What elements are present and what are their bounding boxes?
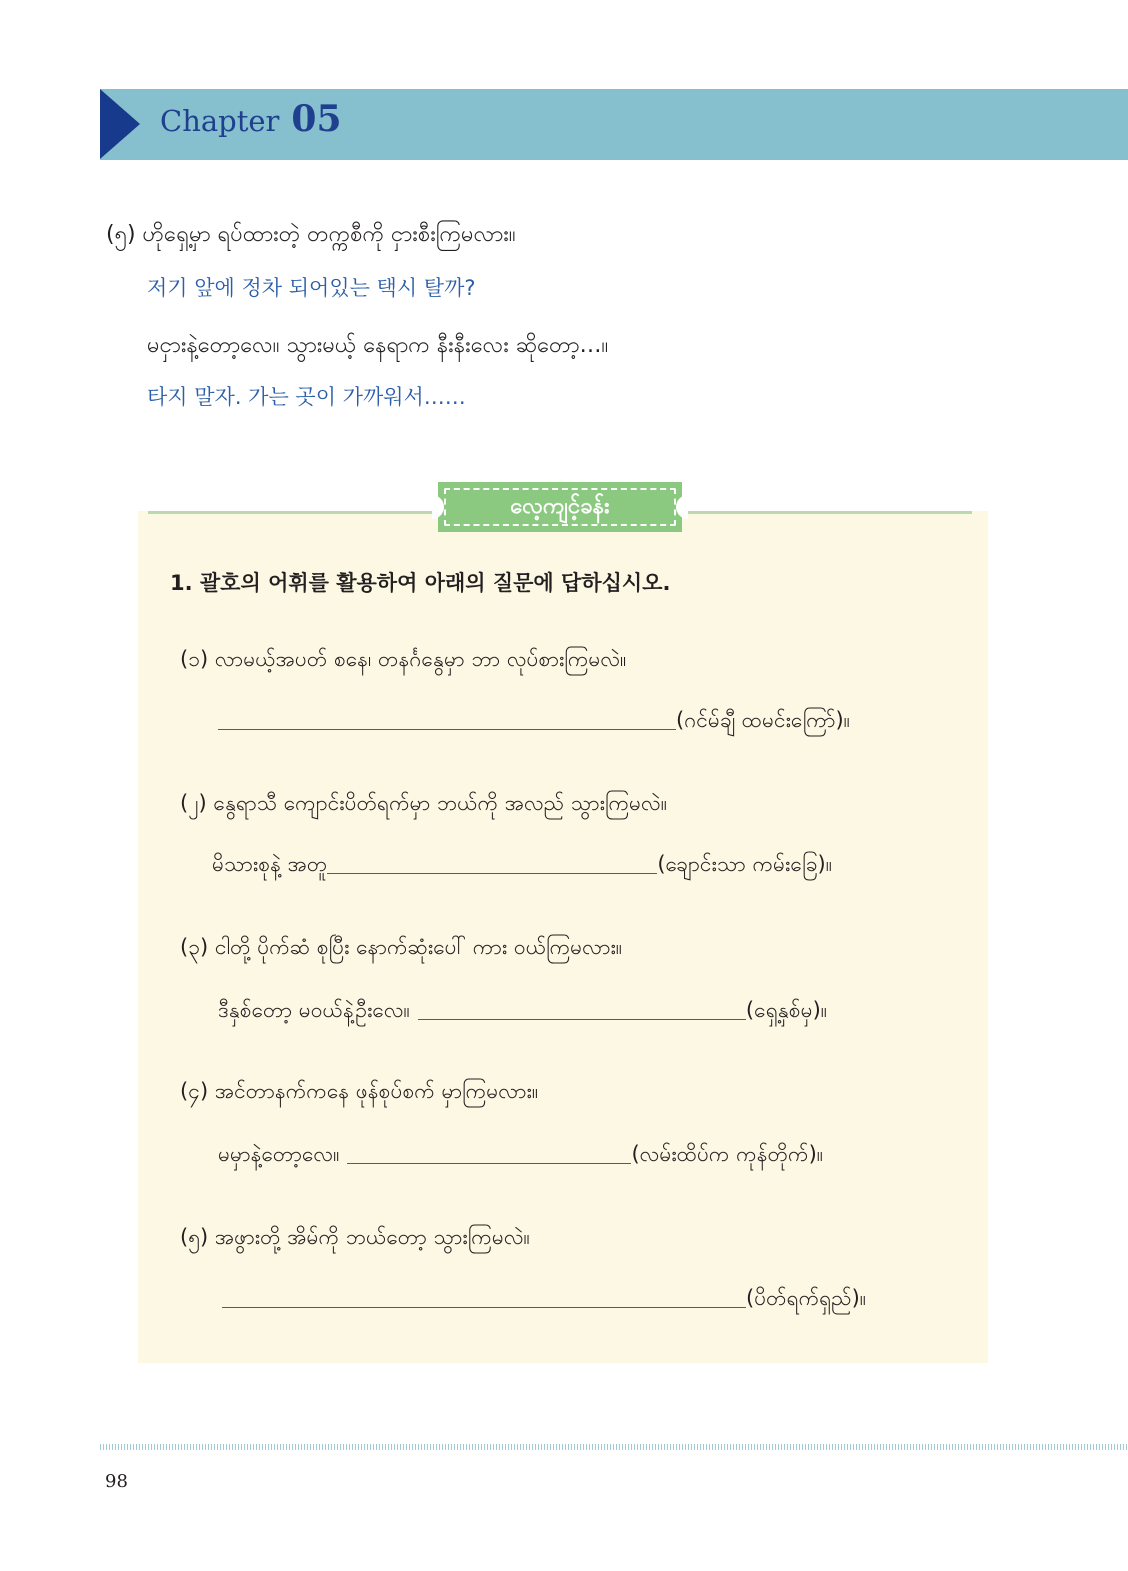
exercise-answer-row-2 (212, 848, 832, 882)
exercise-hint-3: (ရှေ့နှစ်မှ)။ (745, 998, 828, 1022)
exercise-answer-row-3 (218, 994, 827, 1028)
chapter-number: 05 (291, 98, 342, 140)
exercise-answer-row-4 (218, 1138, 823, 1172)
answer-blank-3[interactable] (418, 1018, 746, 1020)
dialogue-korean-question: 저기 앞에 정차 되어있는 택시 탈까? (147, 276, 476, 300)
exercise-prefix-3: ဒီနှစ်တော့ မဝယ်နဲ့ဦးလေ။ (218, 998, 410, 1022)
exercise-answer-row-5 (222, 1282, 866, 1316)
exercise-hint-4: (လမ်းထိပ်က ကုန်တိုက်)။ (631, 1142, 824, 1166)
dialogue-korean-answer: 타지 말자. 가는 곳이 가까워서…… (147, 385, 466, 409)
exercise-hint-1: (ဂင်မ်ချီ ထမင်းကြော်)။ (676, 708, 850, 732)
dialogue-answer: မငှားနဲ့တော့လေ။ သွားမယ့် နေရာက နီးနီးလေး ဆိုတော့…။ (147, 333, 609, 358)
exercise-prefix-4: မမှာနဲ့တော့လေ။ (218, 1142, 340, 1166)
chapter-arrow-icon (100, 89, 140, 159)
exercise-hint-2: (ချောင်းသာ ကမ်းခြေ)။ (657, 852, 833, 876)
practice-badge-label: လေ့ကျင့်ခန်း (444, 488, 676, 526)
exercise-question-3: (၃) ငါတို့ ပိုက်ဆံ စုပြီး နောက်ဆုံးပေါ် ကား ဝယ်ကြမလား။ (180, 935, 623, 959)
answer-blank-5[interactable] (222, 1306, 746, 1308)
badge-notch-right (676, 495, 688, 519)
chapter-word: Chapter (160, 104, 280, 138)
exercise-hint-5: (ပိတ်ရက်ရှည်)။ (746, 1286, 867, 1310)
practice-badge (438, 482, 682, 532)
exercise-question-1: (၁) လာမယ့်အပတ် စနေ၊ တနင်္ဂနွေမှာ ဘာ လုပ်စားကြမလဲ။ (180, 647, 627, 671)
exercise-question-5: (၅) အဖွားတို့ အိမ်ကို ဘယ်တော့ သွားကြမလဲ။ (180, 1225, 530, 1249)
answer-blank-2[interactable] (327, 872, 657, 874)
page-number: 98 (105, 1471, 128, 1492)
exercise-question-2: (၂) နွေရာသီ ကျောင်းပိတ်ရက်မှာ ဘယ်ကို အလည် သွားကြမလဲ။ (180, 791, 668, 815)
answer-blank-1[interactable] (218, 728, 676, 730)
exercise-answer-row-1 (218, 704, 850, 738)
exercise-question-4: (၄) အင်တာနက်ကနေ ဖုန်စုပ်စက် မှာကြမလား။ (180, 1079, 539, 1103)
practice-instruction: 1. 괄호의 어휘를 활용하여 아래의 질문에 답하십시오. (170, 571, 671, 595)
exercise-prefix-2: မိသားစုနဲ့ အတူ (212, 852, 328, 876)
dialogue-question: (၅) ဟိုရှေ့မှာ ရပ်ထားတဲ့ တက္ကစီကို ငှားစီးကြမလား။ (106, 222, 516, 247)
chapter-title (160, 98, 342, 150)
footer-dotted-rule (100, 1444, 1128, 1450)
answer-blank-4[interactable] (347, 1162, 631, 1164)
badge-notch-left (432, 495, 444, 519)
